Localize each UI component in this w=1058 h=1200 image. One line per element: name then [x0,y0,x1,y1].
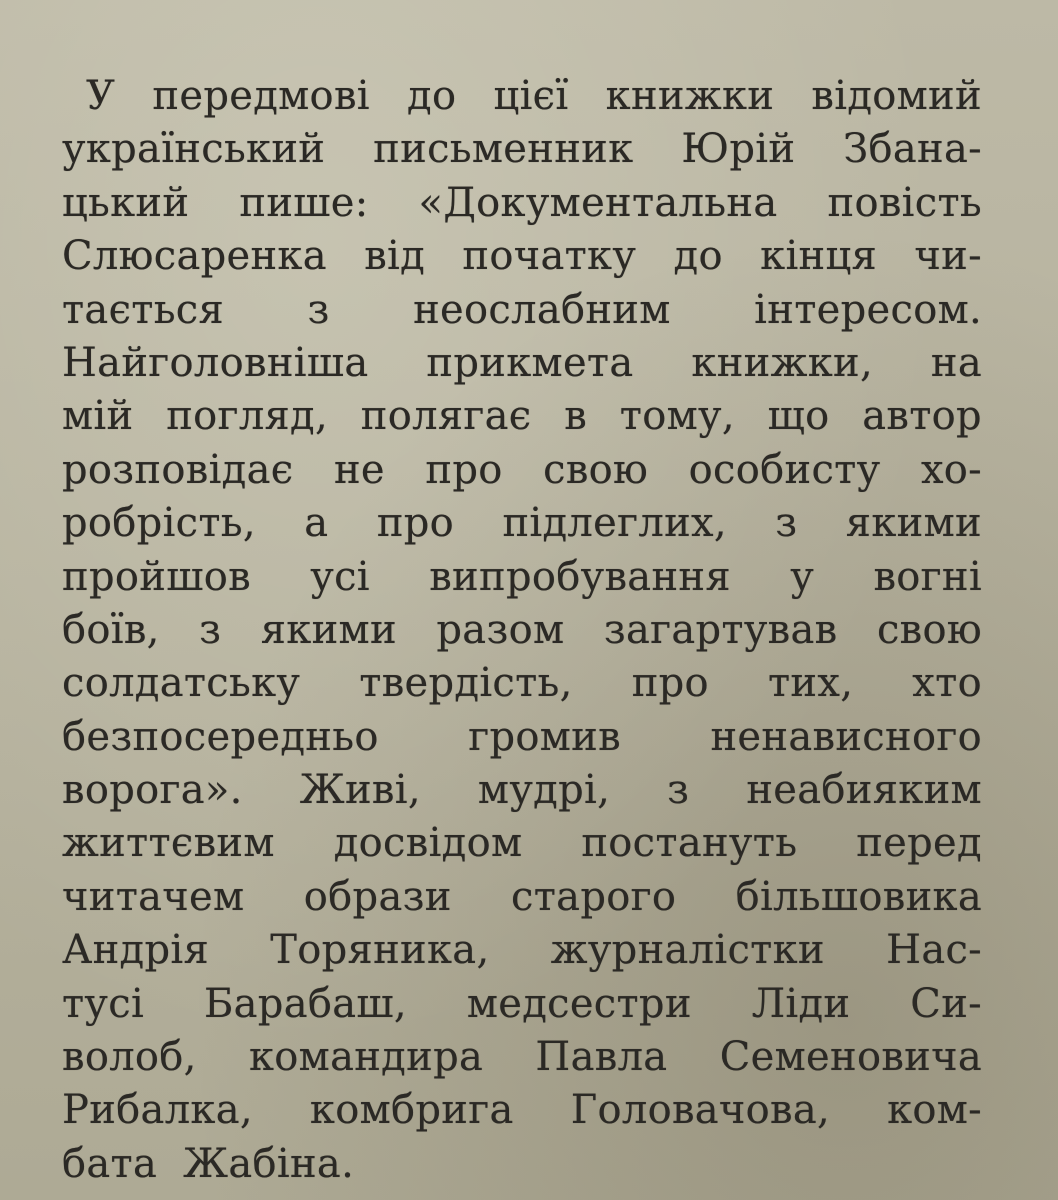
word: до [407,73,457,119]
word: від [364,233,426,280]
word: український [62,126,326,173]
word: «Документальна [418,179,778,226]
word: образи [303,873,452,920]
word: Головачова, [570,1087,831,1134]
word: не [333,446,385,493]
word: командира [248,1034,484,1081]
word: тусі [62,980,145,1027]
word: розповідає [62,446,294,493]
word: погляд, [166,393,329,440]
word: чи- [914,233,982,280]
word: Збана- [843,126,982,173]
text-line [62,497,982,550]
word: У [86,73,116,119]
word: кінця [760,233,878,280]
word: мій [62,393,134,440]
word: про [425,446,503,493]
word: якими [260,606,397,653]
word: пройшов [62,553,251,600]
word: у [790,553,815,600]
word: книжки, [691,339,873,386]
word: Живі, [299,767,421,814]
word: загартував [603,606,838,653]
text-line [62,817,982,870]
word: тому, [619,393,735,440]
word: а [304,500,329,547]
word: Андрія [62,927,210,974]
word: свою [543,446,649,493]
word: ворога». [62,767,243,814]
word: журналістки [550,927,825,974]
word: підлеглих, [502,500,727,547]
text-line [62,284,982,337]
word: якими [845,500,982,547]
word: досвідом [333,820,523,867]
word: тих, [767,660,854,707]
text-line [62,1138,982,1191]
word: мудрі, [477,767,611,814]
word: відомий [811,73,982,119]
word: Слюсаренка [62,233,327,280]
word: хо- [920,446,982,493]
word: життєвим [62,820,275,867]
word: автор [862,393,982,440]
word: тається [62,286,225,333]
word: інтересом. [754,286,982,333]
word: Павла [535,1034,668,1081]
text-line [62,337,982,390]
word: випробування [429,553,731,600]
word: передмові [152,73,370,119]
word: з [307,286,330,333]
word: вогні [873,553,982,600]
word: усі [310,553,370,600]
word: Рибалка, [62,1087,253,1134]
paragraph-text [62,70,982,1191]
word: неабияким [746,767,982,814]
word: пише: [239,179,369,226]
text-line [62,551,982,604]
word: боїв, [62,606,160,653]
text-line [62,604,982,657]
word: громив [468,713,621,760]
word: цький [62,179,190,226]
word: волоб, [62,1034,197,1081]
word: прикмета [426,339,634,386]
word: Ліди [751,980,851,1027]
text-line [62,764,982,817]
word: Юрій [681,126,796,173]
word: постануть [581,820,798,867]
word: хто [912,660,982,707]
word: з [199,606,222,653]
text-line [62,871,982,924]
word: з [667,767,690,814]
word: Семеновича [719,1034,982,1081]
text-line [62,177,982,230]
word: свою [876,606,982,653]
word: письменник [373,126,634,173]
text-line [62,70,982,123]
word: з [775,500,798,547]
text-line [62,1084,982,1137]
word: цієї [493,73,569,119]
text-line [62,657,982,710]
word: Си- [910,980,982,1027]
word: старого [511,873,677,920]
word: Нас- [886,927,982,974]
word: особисту [688,446,881,493]
word: робрість, [62,500,256,547]
word: що [767,393,830,440]
word: Найголовніша [62,339,369,386]
word: читачем [62,873,245,920]
word: до [673,233,723,280]
word: бата [62,1140,158,1187]
word: безпосередньо [62,713,379,760]
text-line [62,444,982,497]
text-line [62,123,982,176]
word: про [376,500,455,547]
text-line [62,924,982,977]
word: разом [436,606,565,653]
word: початку [462,233,637,280]
word: Торяника, [270,927,490,974]
word: про [631,660,709,707]
text-line [62,711,982,764]
word: на [930,339,982,386]
word: повість [827,179,982,226]
word: полягає [360,393,532,440]
text-line [62,390,982,443]
word: медсестри [466,980,692,1027]
text-line [62,978,982,1031]
text-line [62,230,982,283]
word: перед [856,820,982,867]
text-line [62,1031,982,1084]
word: ненависного [710,713,982,760]
word: комбрига [309,1087,514,1134]
word: солдатську [62,660,301,707]
word: в [564,393,588,440]
word: твердість, [359,660,573,707]
word: неослабним [413,286,671,333]
word: Барабаш, [203,980,407,1027]
word: Жабіна. [183,1140,355,1187]
word: ком- [887,1087,982,1134]
word: книжки [605,73,775,119]
word: більшовика [735,873,982,920]
